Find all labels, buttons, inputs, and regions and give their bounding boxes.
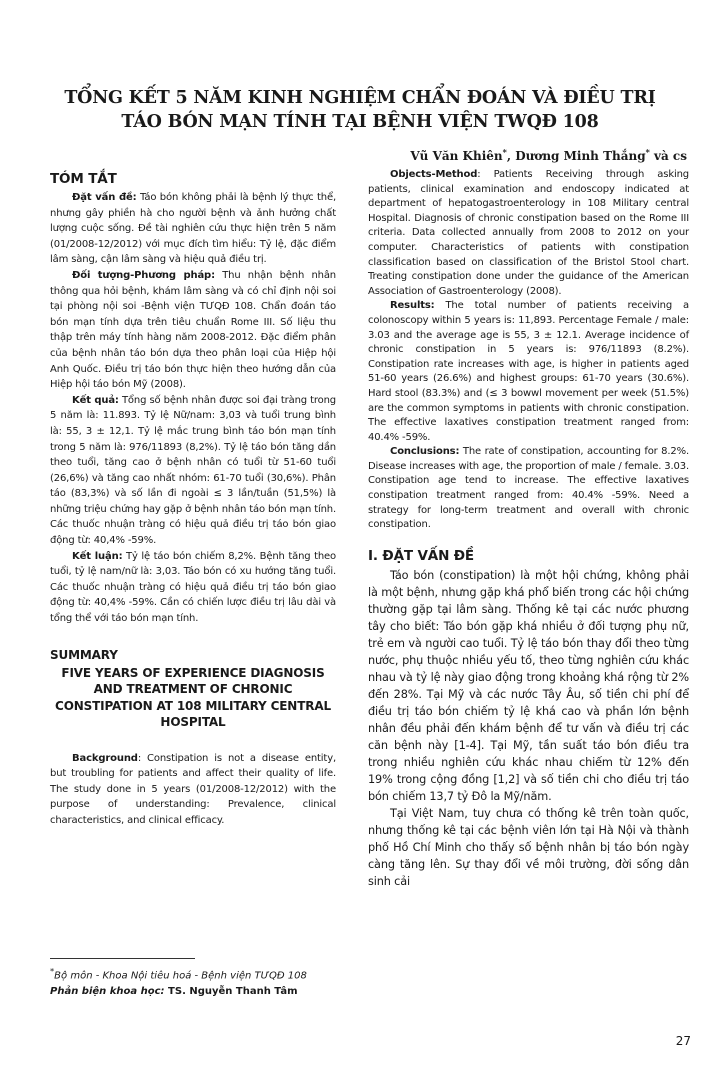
summary-heading: SUMMARY <box>50 647 118 662</box>
authors <box>410 144 687 164</box>
paragraph-text: : Constipation is not a disease entity, but troubling for patients and affect their quality of life. The study done in 5 years (01/2008-12/2012) with the purpose of understanding: Prevalence, clinical characteristics, and clinical efficacy. <box>50 752 336 826</box>
intro-heading: I. ĐẶT VẤN ĐỀ <box>368 547 474 564</box>
paper-title <box>40 86 680 134</box>
footnote-affiliation: Bộ môn - Khoa Nội tiêu hoá - Bệnh viện TƯQĐ 108 <box>54 970 307 982</box>
paragraph-label: Kết luận: <box>72 550 123 562</box>
author-mark: * <box>645 147 650 157</box>
abstract-vi-heading: TÓM TẮT <box>50 171 117 187</box>
author-2: Dương Minh Thắng <box>515 149 646 163</box>
summary-paragraph <box>50 751 336 829</box>
paragraph-label: Kết quả: <box>72 394 119 406</box>
page-number: 27 <box>675 1034 691 1048</box>
author-1: Vũ Văn Khiên <box>410 149 503 163</box>
paragraph-label: Results: <box>390 300 435 312</box>
summary-paragraph <box>368 299 689 445</box>
paragraph-text: The total number of patients receiving a colonoscopy within 5 years is: 11,893. Percentage Female / male: 3.03 and the average age is 55, 3 ± 12.1. Average incidence of chronic constipation in 5 years is: 976/11893 (8.2%). Constipation rate increases with age, is higher in patients aged 51-60 years (26.6%) and highest groups: 61-70 years (30.6%). Hard stool (83.3%) and (≤ 3 bowwl movement per week (51.5%) are the common symptoms in patients with chronic constipation. The effective laxatives constipation treatment ranged from: 40.4% -59%. <box>368 300 689 443</box>
paragraph-text: Táo bón không phải là bệnh lý thực thể, nhưng gây phiền hà cho người bệnh và ảnh hưởng chất lượng cuộc sống. Đề tài nghiên cứu thực hiện trên 5 năm (01/2008-12/2012) với mục đích tìm hiểu: Tỷ lệ, đặc điểm lâm sàng, cận lâm sàng và hiệu quả điều trị. <box>50 192 337 266</box>
paragraph-label: Đặt vấn đề: <box>72 192 137 203</box>
summary-paragraph <box>368 445 689 533</box>
paragraph-label: Background <box>72 752 138 764</box>
paragraph-text: Tổng số bệnh nhân được soi đại tràng trong 5 năm là: 11.893. Tỷ lệ Nữ/nam: 3,03 và tuổi trung bình là: 55, 3 ± 12,1. Tỷ lệ mắc trung bình táo bón mạn tính trong 5 năm là: 976/11893 (8,2%). Tỷ lệ táo bón tăng dần theo tuổi, tăng cao ở bệnh nhân có tuổi từ 51-60 tuổi (26,6%) và tăng cao nhất nhóm: 61-70 tuổi (30,6%). Phân táo (83,3%) và số lần đi ngoài ≤ 3 lần/tuần (51,5%) là những triệu chứng hay gặp ở bệnh nhân táo bón mạn tính. Các thuốc nhuận tràng có hiệu quả điều trị táo bón giao động từ: 40,4% -59%. <box>50 394 336 547</box>
footnote-mark: * <box>50 966 55 976</box>
intro-paragraph: Táo bón (constipation) là một hội chứng, không phải là một bệnh, nhưng gặp khá phổ biến trong các hội chứng thường gặp tại lâm sàng. Thống kê tại các nước phương tây cho biết: Táo bón gặp khá nhiều ở đối tượng phụ nữ, trẻ em và người cao tuổi. Tỷ lệ táo bón thay đổi theo từng nước, phụ thuộc nhiều yếu tố, theo từng nghiên cứu khác nhau và tỷ lệ này giao động trong khoảng khá rộng từ 2% đến 28%. Tại Mỹ và các nước Tây Âu, số tiền chi phí để điều trị táo bón chiếm tỷ lệ khá cao và phần lớn bệnh nhân đều phải đến khám bệnh để tư vấn và điều trị các căn bệnh này [1-4]. Tại Mỹ, tần suất táo bón điều tra trong nhiều nghiên cứu khác nhau chiếm từ 12% đến 19% trong cộng đồng [1,2] và số tiền chi cho điều trị táo bón chiếm 13,7 tỷ Đô la Mỹ/năm. <box>368 568 689 803</box>
footnote <box>50 963 307 1000</box>
paragraph-text: : Patients Receiving through asking patients, clinical examination and endoscopy indicated at department of hepatogastroenterology in 108 Military central Hospital. Diagnosis of chronic constipation based on the Rome III criteria. Data collected annually from 2008 to 2012 on your computer. Characteristics of patients with constipation classification based on classification of the Bristol Stool chart. Treating constipation done under the guidance of the American Association of Gastroenterology (2008). <box>368 169 689 297</box>
title-line-2: TÁO BÓN MẠN TÍNH TẠI BỆNH VIỆN TWQĐ 108 <box>121 112 599 132</box>
reviewer-name: TS. Nguyễn Thanh Tâm <box>164 986 298 998</box>
abstract-vi-paragraph <box>50 393 336 549</box>
abstract-vi-paragraph <box>50 268 336 393</box>
intro-paragraph: Tại Việt Nam, tuy chưa có thống kê trên toàn quốc, nhưng thống kê tại các bệnh viên lớn tại Hà Nội và thành phố Hồ Chí Minh cho thấy số bệnh nhân bị táo bón ngày càng tăng lên. Sự thay đổi về môi trường, đời sống dân sinh cải <box>368 806 689 888</box>
paragraph-label: Đối tượng-Phương pháp: <box>72 269 215 281</box>
paragraph-text: The rate of constipation, accounting for 8.2%. Disease increases with age, the proportion of male / female. 3.03. Constipation age tend to increase. The effective laxatives constipation treatment ranged from: 40.4% -59%. Need a strategy for long-term treatment and overall with chronic constipation. <box>368 446 690 531</box>
author-mark: * <box>502 147 507 157</box>
footnote-divider <box>50 958 195 959</box>
abstract-vi-paragraph <box>50 549 336 627</box>
abstract-vi-paragraph <box>50 190 336 268</box>
right-column <box>368 168 689 890</box>
summary-title: FIVE YEARS OF EXPERIENCE DIAGNOSIS AND TREATMENT OF CHRONIC CONSTIPATION AT 108 MILITARY CENTRAL HOSPITAL <box>55 665 331 730</box>
paragraph-label: Conclusions: <box>390 446 460 458</box>
title-line-1: TỔNG KẾT 5 NĂM KINH NGHIỆM CHẨN ĐOÁN VÀ ĐIỀU TRỊ <box>64 88 656 108</box>
left-column <box>50 170 336 829</box>
paragraph-text: Thu nhận bệnh nhân thông qua hỏi bệnh, khám lâm sàng và có chỉ định nội soi tại phòng nội soi -Bệnh viện TƯQĐ 108. Chẩn đoán táo bón mạn tính dựa trên tiêu chuẩn Rome III. Số liệu thu thập trên máy tính hàng năm 2008-2012. Đặc điểm phân của bệnh nhân táo bón dựa theo phân loại của Hiệp hội Anh Quốc. Điều trị táo bón thực hiện theo hướng dẫn của Hiệp hội táo bón Mỹ (2008). <box>50 269 336 391</box>
paragraph-text: Tỷ lệ táo bón chiếm 8,2%. Bệnh tăng theo tuổi, tỷ lệ nam/nữ là: 3,03. Táo bón có xu hướng tăng tuổi. Các thuốc nhuận tràng có hiệu quả điều trị táo bón giao động từ: 40,4% -59%. Cần có chiến lược điều trị lâu dài và tổng thể với táo bón mạn tính. <box>50 550 337 625</box>
reviewer-label: Phản biện khoa học: <box>50 986 165 998</box>
summary-paragraph <box>368 168 689 299</box>
authors-etal: và cs <box>649 149 687 163</box>
paragraph-label: Objects-Method <box>390 169 478 180</box>
author-sep: , <box>506 149 516 163</box>
